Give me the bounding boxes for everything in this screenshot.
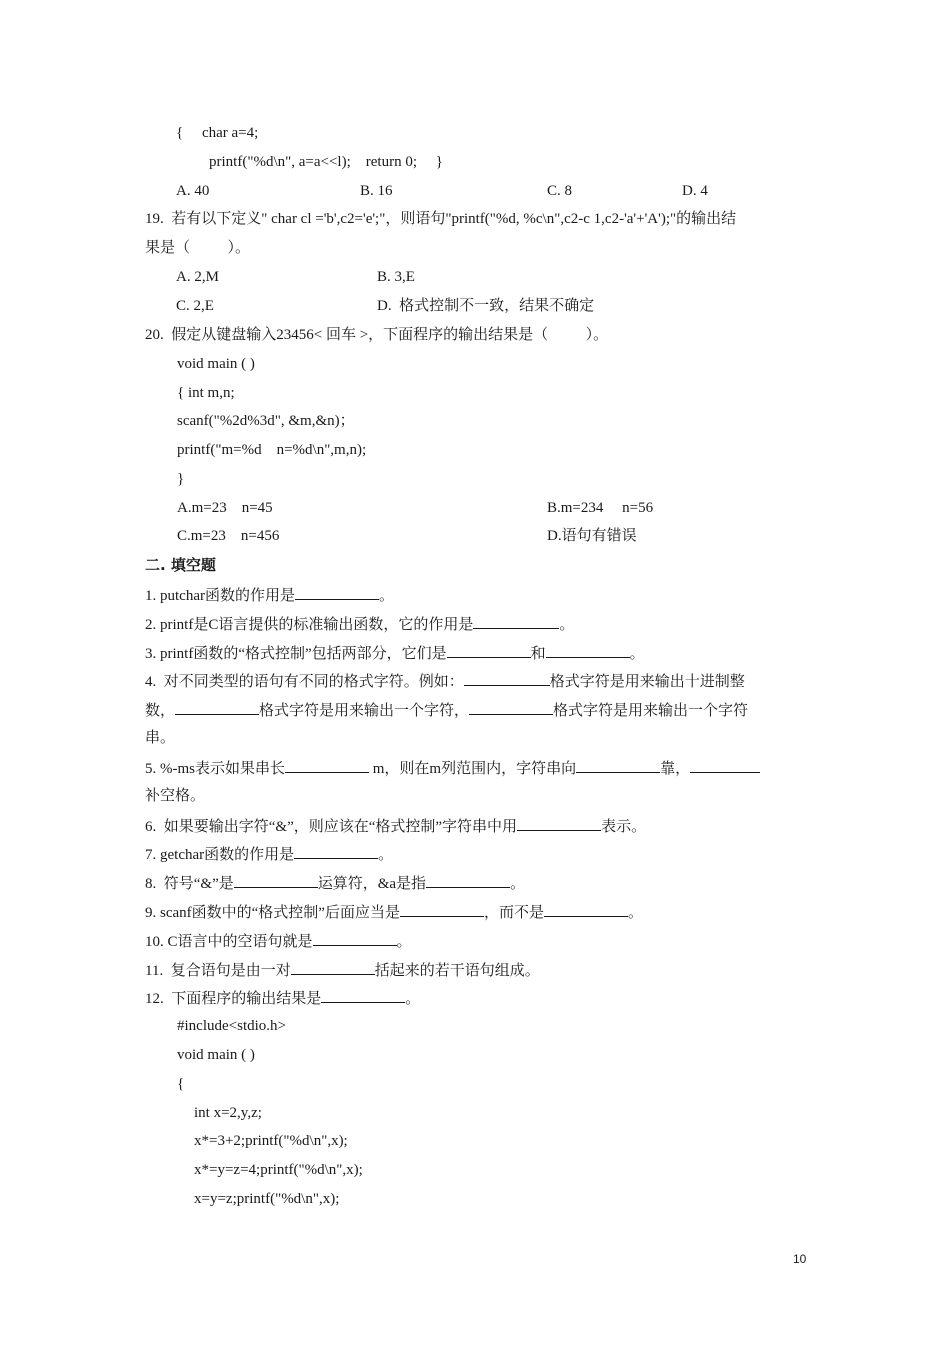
question-text: 4. 对不同类型的语句有不同的格式字符。例如： [145, 674, 464, 690]
question-text: 。 [559, 617, 575, 633]
code-line: x*=3+2;printf("%d\n",x); [194, 1133, 348, 1149]
section-title: 二. 填空题 [145, 556, 216, 574]
fill-question-5-end: 补空格。 [145, 788, 206, 804]
code-line: void main ( ) [177, 1047, 255, 1063]
question-text: 数， [145, 703, 176, 719]
code-line: #include<stdio.h> [177, 1018, 286, 1034]
fill-question-2 [145, 613, 574, 633]
question-text: m，则在m列范围内，字符串向 [369, 761, 577, 777]
answer-blank [175, 699, 259, 715]
answer-blank [400, 901, 484, 917]
question-text: ，而不是 [483, 905, 544, 921]
question-text: 运算符，&a是指 [317, 876, 427, 892]
fill-question-5 [145, 757, 760, 777]
answer-blank [291, 959, 375, 975]
option-a: A. 40 [176, 183, 210, 199]
question-20: 20. 假定从键盘输入23456< 回车 >，下面程序的输出结果是（ ）。 [145, 327, 609, 343]
fill-question-6 [145, 815, 646, 835]
fill-question-11 [145, 959, 540, 979]
fill-question-4 [145, 670, 745, 690]
answer-blank [294, 843, 378, 859]
option-b: B.m=234 n=56 [547, 500, 654, 516]
answer-blank [295, 584, 379, 600]
question-text: 格式字符是用来输出一个字符 [553, 703, 749, 719]
question-text: 10. C语言中的空语句就是 [145, 934, 313, 950]
question-text: 。 [396, 934, 412, 950]
question-text: 1. putchar函数的作用是 [145, 588, 295, 604]
code-line: void main ( ) [177, 356, 255, 372]
code-line: printf("%d\n", a=a<<l); return 0; } [209, 154, 443, 170]
code-line: } [177, 471, 185, 487]
option-c: C.m=23 n=456 [177, 528, 280, 544]
code-line: scanf("%2d%3d", &m,&n)； [177, 413, 355, 429]
answer-blank [690, 757, 760, 773]
fill-question-4-cont [145, 699, 748, 719]
fill-question-4-end: 串。 [145, 730, 176, 746]
option-a: A. 2,M [176, 269, 219, 285]
question-19: 19. 若有以下定义" char cl ='b',c2='e';"，则语句"printf("%d, %c\n",c2-c 1,c2-'a'+'A');"的输出结 [145, 211, 737, 227]
code-line: { char a=4; [176, 125, 259, 141]
answer-blank [234, 872, 318, 888]
question-text: 11. 复合语句是由一对 [145, 963, 291, 979]
question-text: 6. 如果要输出字符“&”，则应该在“格式控制”字符串中用 [145, 819, 518, 835]
answer-blank [546, 642, 630, 658]
answer-blank [517, 815, 601, 831]
question-19-cont: 果是（ ）。 [145, 240, 251, 256]
option-a: A.m=23 n=45 [177, 500, 273, 516]
code-line: x*=y=z=4;printf("%d\n",x); [194, 1162, 363, 1178]
question-text: 2. printf是C语言提供的标准输出函数，它的作用是 [145, 617, 474, 633]
answer-blank [464, 670, 550, 686]
option-d: D. 格式控制不一致，结果不确定 [377, 298, 595, 314]
question-text: 9. scanf函数中的“格式控制”后面应当是 [145, 905, 400, 921]
answer-blank [285, 757, 369, 773]
question-text: 7. getchar函数的作用是 [145, 847, 295, 863]
fill-question-7 [145, 843, 393, 863]
fill-question-9 [145, 901, 643, 921]
question-text: 。 [627, 905, 643, 921]
answer-blank [469, 699, 553, 715]
question-text: 12. 下面程序的输出结果是 [145, 991, 322, 1007]
fill-question-1 [145, 584, 394, 604]
question-text: 。 [629, 646, 645, 662]
option-b: B. 16 [360, 183, 393, 199]
answer-blank [576, 757, 660, 773]
page-number: 10 [793, 1252, 807, 1266]
fill-question-8 [145, 872, 525, 892]
answer-blank [426, 872, 510, 888]
question-text: 表示。 [601, 819, 647, 835]
code-line: x=y=z;printf("%d\n",x); [194, 1191, 340, 1207]
fill-question-3 [145, 642, 645, 662]
question-text: 格式字符是用来输出十进制整 [549, 674, 745, 690]
question-text: 和 [530, 646, 546, 662]
question-text: 。 [405, 991, 421, 1007]
fill-question-12 [145, 987, 420, 1007]
answer-blank [313, 930, 397, 946]
question-text: 格式字符是用来输出一个字符， [259, 703, 470, 719]
question-text: 8. 符号“&”是 [145, 876, 234, 892]
option-b: B. 3,E [377, 269, 415, 285]
option-d: D. 4 [682, 183, 708, 199]
option-c: C. 2,E [176, 298, 214, 314]
fill-question-10 [145, 930, 412, 950]
code-line: { [177, 1076, 185, 1092]
question-text: 。 [378, 588, 394, 604]
question-text: 3. printf函数的“格式控制”包括两部分，它们是 [145, 646, 447, 662]
answer-blank [544, 901, 628, 917]
question-text: 靠， [660, 761, 691, 777]
answer-blank [473, 613, 559, 629]
code-line: int x=2,y,z; [194, 1105, 262, 1121]
question-text: 。 [378, 847, 394, 863]
question-text: 5. %-ms表示如果串长 [145, 761, 285, 777]
question-text: 。 [510, 876, 526, 892]
question-text: 括起来的若干语句组成。 [374, 963, 540, 979]
answer-blank [321, 987, 405, 1003]
code-line: { int m,n; [177, 385, 235, 401]
option-c: C. 8 [547, 183, 573, 199]
code-line: printf("m=%d n=%d\n",m,n); [177, 442, 367, 458]
answer-blank [447, 642, 531, 658]
option-d: D.语句有错误 [547, 528, 637, 544]
